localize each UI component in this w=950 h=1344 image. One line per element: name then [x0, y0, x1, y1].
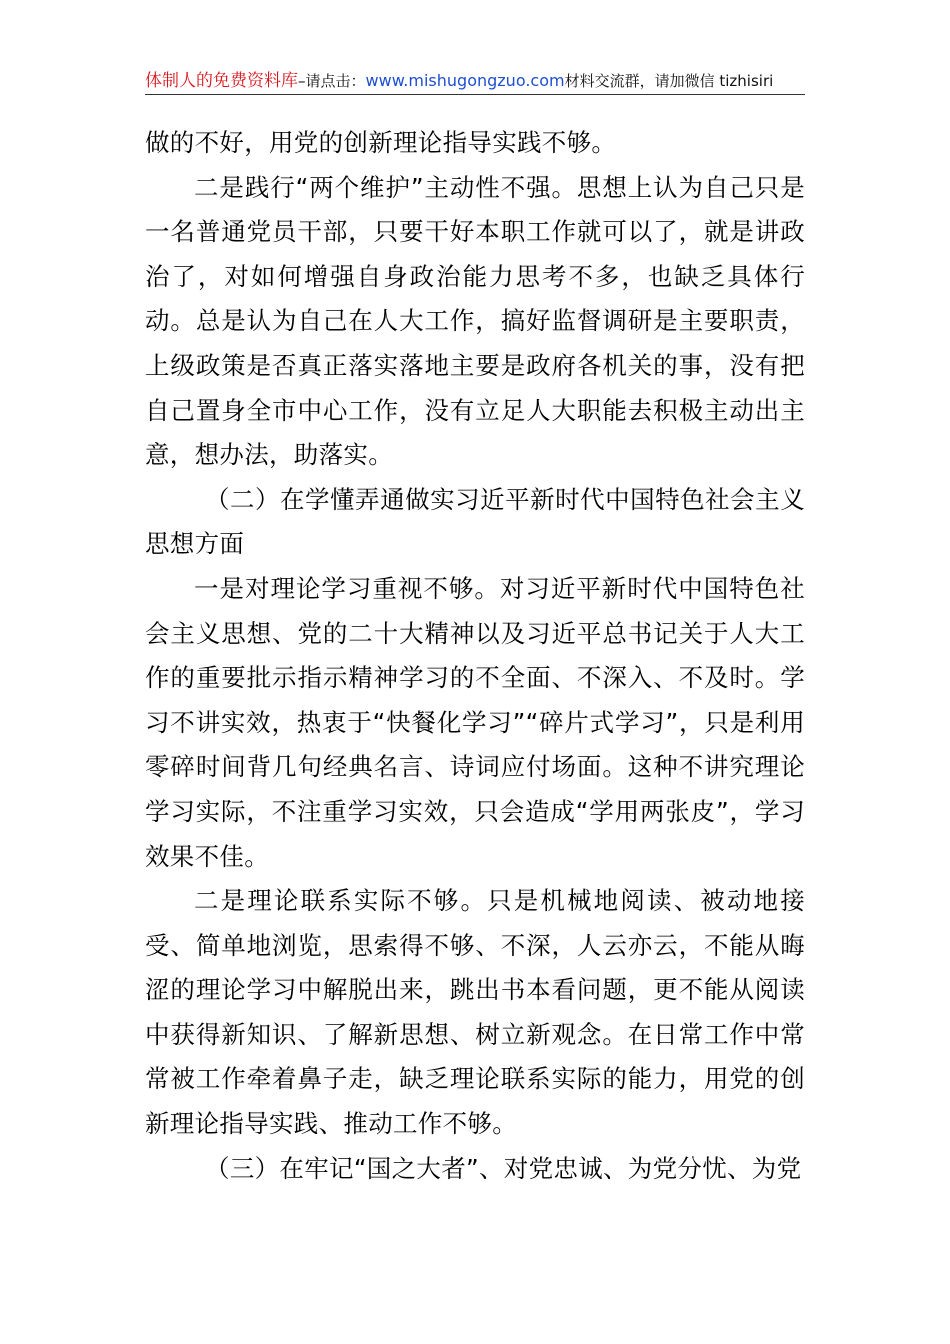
section-heading: （二）在学懂弄通做实习近平新时代中国特色社会主义思想方面 [145, 484, 805, 559]
header-contact: 材料交流群，请加微信 tizhisiri [564, 72, 774, 90]
header-brand: 体制人的免费资料库 [145, 71, 298, 91]
document-body [145, 121, 805, 1191]
header-prompt: –请点击： [298, 72, 366, 90]
page-header [145, 68, 805, 95]
paragraph: 二是理论联系实际不够。只是机械地阅读、被动地接受、简单地浏览，思索得不够、不深，人云亦云，不能从晦涩的理论学习中解脱出来，跳出书本看问题，更不能从阅读中获得新知识、了解新思想、树立新观念。在日常工作中常常被工作牵着鼻子走，缺乏理论联系实际的能力，用党的创新理论指导实践、推动工作不够。 [145, 886, 805, 1139]
paragraph: 二是践行“两个维护”主动性不强。思想上认为自己只是一名普通党员干部，只要干好本职工作就可以了，就是讲政治了，对如何增强自身政治能力思考不多，也缺乏具体行动。总是认为自己在人大工作，搞好监督调研是主要职责，上级政策是否真正落实落地主要是政府各机关的事，没有把自己置身全市中心工作，没有立足人大职能去积极主动出主意，想办法，助落实。 [145, 172, 805, 470]
section-heading: （三）在牢记“国之大者”、对党忠诚、为党分忧、为党 [205, 1153, 802, 1183]
paragraph: 一是对理论学习重视不够。对习近平新时代中国特色社会主义思想、党的二十大精神以及习近平总书记关于人大工作的重要批示指示精神学习的不全面、不深入、不及时。学习不讲实效，热衷于“快餐化学习”“碎片式学习”，只是利用零碎时间背几句经典名言、诗词应付场面。这种不讲究理论学习实际，不注重学习实效，只会造成“学用两张皮”，学习效果不佳。 [145, 573, 805, 871]
paragraph-continuation: 做的不好，用党的创新理论指导实践不够。 [145, 128, 617, 157]
header-url-link[interactable]: www.mishugongzuo.com [365, 71, 565, 90]
